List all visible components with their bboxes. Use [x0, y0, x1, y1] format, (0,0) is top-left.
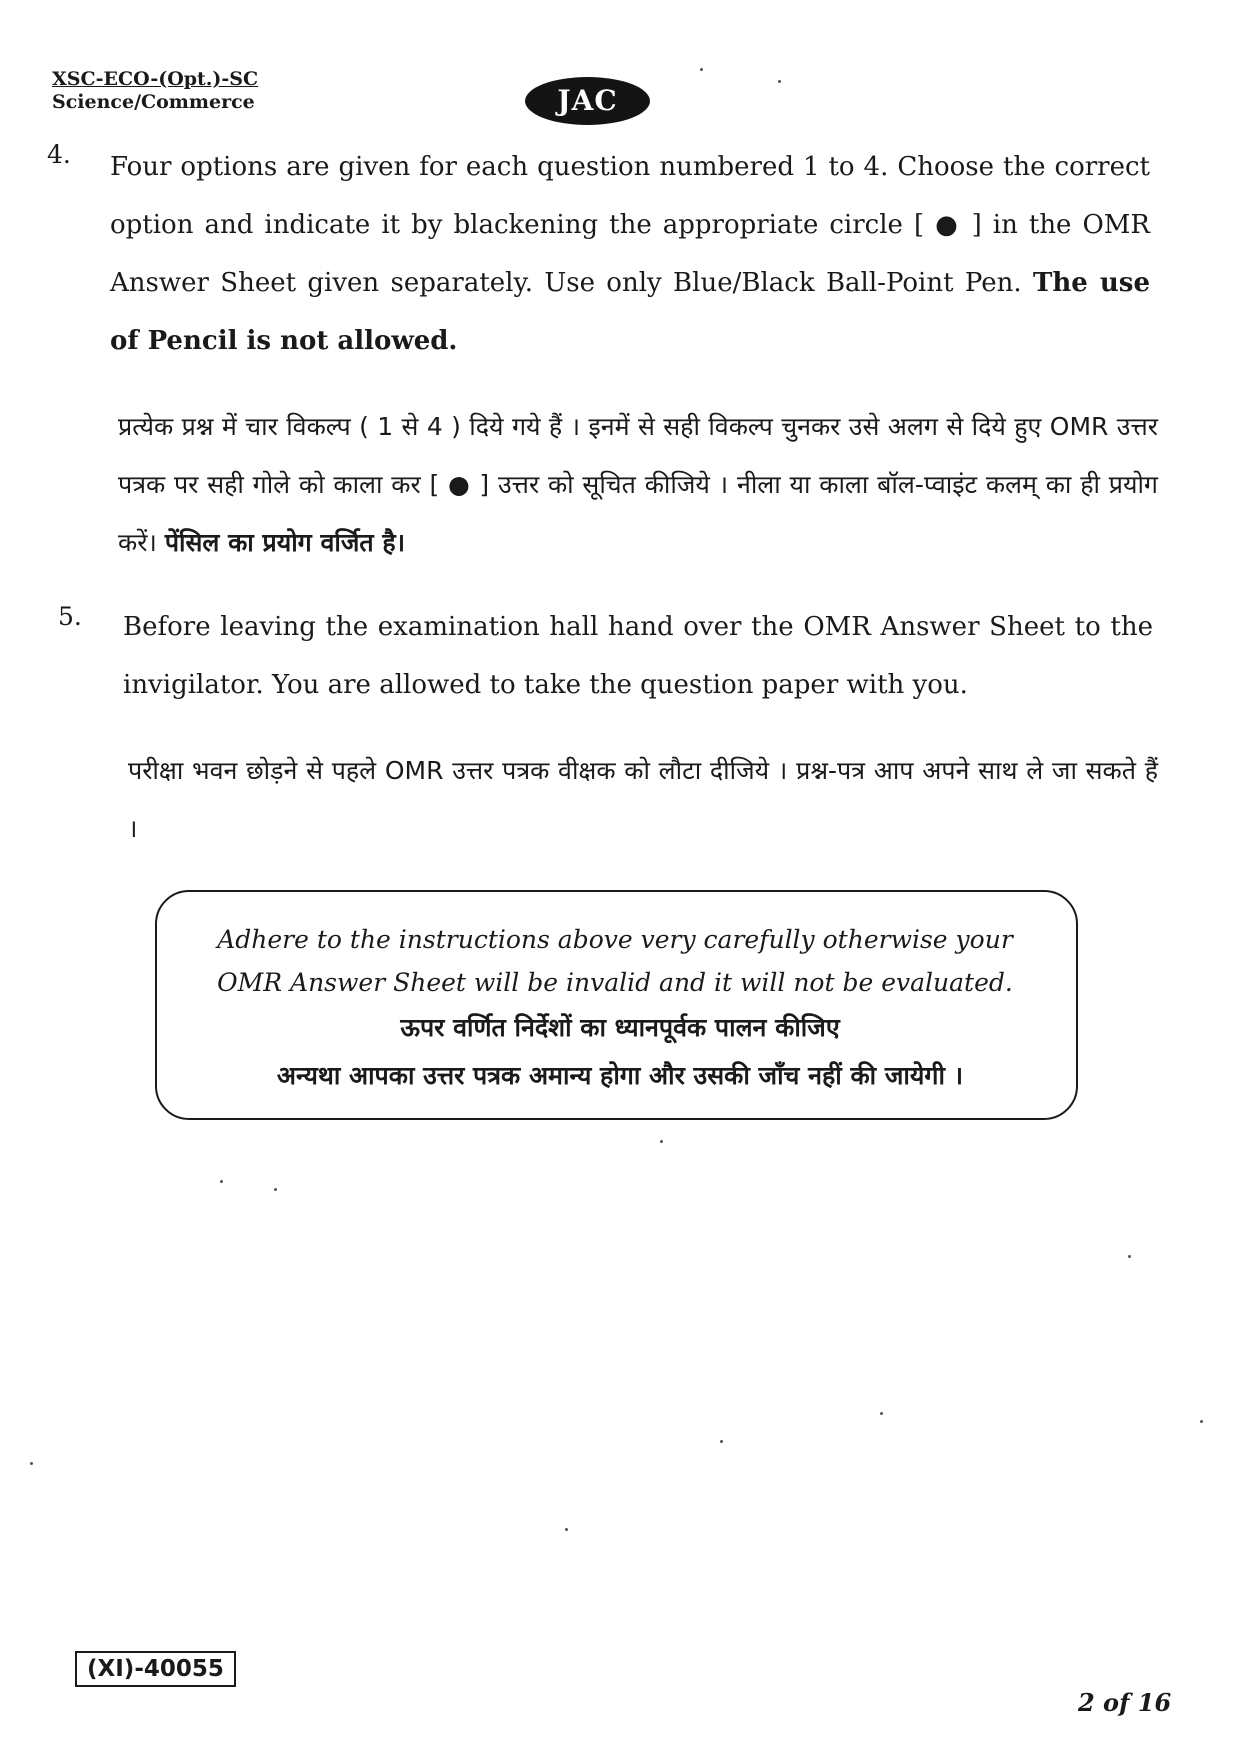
scan-speck [30, 1462, 33, 1465]
instruction-4-hindi [118, 398, 1158, 572]
scan-speck [274, 1188, 277, 1191]
jac-logo: JAC [525, 77, 650, 125]
instruction-4-hindi-bold: पेंसिल का प्रयोग वर्जित है। [164, 528, 406, 557]
paper-code: XSC-ECO-(Opt.)-SC [52, 68, 259, 90]
instruction-5-english: Before leaving the examination hall hand over the OMR Answer Sheet to the invigilator. You are allowed to take the question paper with you. [123, 612, 1153, 700]
notice-english [210, 918, 1020, 1004]
page-number: 2 of 16 [1078, 1688, 1172, 1717]
scan-speck [778, 80, 781, 83]
stream-label: Science/Commerce [52, 91, 255, 113]
notice-hindi [190, 1004, 1050, 1100]
paper-header [52, 68, 258, 114]
notice-english-line: OMR Answer Sheet will be invalid and it will not be evaluated. [217, 968, 1013, 997]
scan-speck [880, 1412, 883, 1415]
scan-speck [660, 1140, 663, 1143]
scan-speck [565, 1528, 568, 1531]
notice-hindi-line: अन्यथा आपका उत्तर पत्रक अमान्य होगा और उसकी जाँच नहीं की जायेगी । [276, 1061, 964, 1090]
scan-speck [1200, 1420, 1203, 1423]
paper-id-box: (XI)-40055 [75, 1651, 236, 1687]
instruction-4-english-bold: The use of Pencil is not allowed. [110, 268, 1150, 356]
scan-speck [720, 1440, 723, 1443]
scan-speck [1128, 1255, 1131, 1258]
instruction-4-hindi-text: प्रत्येक प्रश्न में चार विकल्प ( 1 से 4 ) दिये गये हैं । इनमें से सही विकल्प चुनकर उसे अलग से दिये हुए OMR उत्तर पत्रक पर सही गोले को काला कर [ ● ] उत्तर को सूचित कीजिये । नीला या काला बॉल-प्वाइंट कलम् का ही प्रयोग करें। [118, 412, 1158, 557]
notice-english-line: Adhere to the instructions above very carefully otherwise your [217, 925, 1013, 954]
instruction-5-hindi: परीक्षा भवन छोड़ने से पहले OMR उत्तर पत्रक वीक्षक को लौटा दीजिये । प्रश्न-पत्र आप अपने साथ ले जा सकते हैं । [128, 756, 1158, 843]
instruction-4-english-text: Four options are given for each question numbered 1 to 4. Choose the correct option and indicate it by blackening the appropriate circle [ ● ] in the OMR Answer Sheet given separately. Use only Blue/Black Ball-Point Pen. [110, 152, 1150, 298]
instruction-4-english [110, 138, 1150, 370]
scan-speck [220, 1180, 223, 1183]
scan-speck [700, 68, 703, 71]
instruction-number: 4. [47, 140, 71, 169]
notice-hindi-line: ऊपर वर्णित निर्देशों का ध्यानपूर्वक पालन कीजिए [400, 1013, 840, 1042]
instruction-number: 5. [58, 602, 82, 631]
